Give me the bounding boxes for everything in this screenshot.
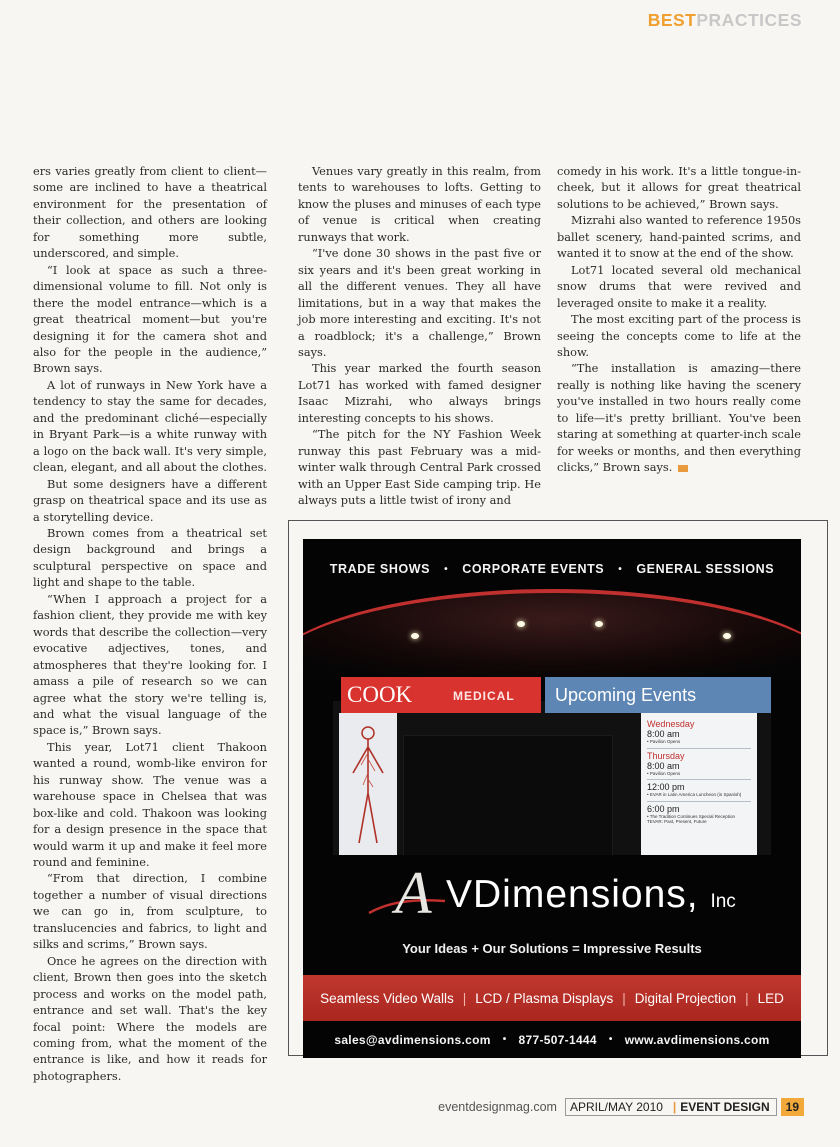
ceiling-light-icon [723,633,731,639]
paragraph: Venues vary greatly in this realm, from tents to warehouses to lofts. Getting to know the pluses and minuses of each type of venue is critical when creating runways that work. [298,164,541,244]
bullet-icon: • [618,563,623,575]
paragraph: “I look at space as such a three-dimensional volume to fill. Not only is there the model entrance—which is a great theatrical moment—but you're designing it for the camera shot and also for the people in the audience,” Brown says. [33,262,267,376]
ad-general-sessions: GENERAL SESSIONS [636,562,775,576]
paragraph: The most exciting part of the process is seeing the concepts come to life at the show. [557,312,801,359]
paragraph: “The pitch for the NY Fashion Week runway this past February was a mid-winter walk through Central Park crossed with an Upper East Side camping trip. He always puts a little twist of irony and [298,427,541,508]
ceiling-light-icon [517,621,525,627]
product-led: LED [757,990,784,1006]
article-column-3 [557,163,801,476]
ad-phone: 877-507-1444 [518,1032,597,1047]
paragraph: “From that direction, I combine together a number of visual directions we can go in, from sculpture, to translucencies and fabrics, to light and silks and scrims,” Brown says. [33,871,267,952]
paragraph: ers varies greatly from client to client—some are inclined to have a theatrical environment for the presentation of their collection, and others are looking for something more subtle, underscored, and simple. [33,164,267,261]
advertisement[interactable] [288,520,828,1056]
bullet-icon: • [502,1034,507,1045]
product-video-walls: Seamless Video Walls [320,990,454,1006]
ad-products-band: Seamless Video Walls | LCD / Plasma Displays | Digital Projection | LED [303,975,801,1021]
paragraph: Brown comes from a theatrical set design background and brings a sculptural perspective on space and light and shape to the table. [33,525,267,590]
product-lcd-plasma: LCD / Plasma Displays [475,990,614,1006]
events-schedule [641,713,757,855]
paragraph: This year, Lot71 client Thakoon wanted a round, womb-like environ for his runway show. The venue was a warehouse space in Chelsea that was box-like and cold. Thakoon was looking for a design presence in the space that would warm it up and make it feel more round and feminine. [33,739,267,870]
upcoming-events-title: Upcoming Events [545,677,771,713]
ad-photo [303,585,801,855]
footer-issue: APRIL/MAY 2010 [565,1098,667,1116]
event-item: 6:00 pm • The Tradition Continues Special Reception TEVAR: Past, Present, Future [647,803,736,824]
ad-email-link[interactable]: sales@avdimensions.com [334,1032,491,1047]
footer-magazine: | EVENT DESIGN [667,1098,777,1116]
bullet-icon: • [608,1034,613,1045]
page-number: 19 [781,1098,804,1116]
end-mark-icon [678,465,688,472]
paragraph: Once he agrees on the direction with client, Brown then goes into the sketch process and works on the model path, entrance and set wall. That's the key focal point: Where the models are coming from, what the moment of the entrance is like, and how it reads for photographers. [33,953,267,1083]
ceiling-light-icon [595,621,603,627]
section-header-best: BEST [647,10,697,30]
ad-contact-band [303,1021,801,1058]
anatomy-panel [339,713,397,855]
section-header [648,10,802,31]
ad-trade-shows: TRADE SHOWS [329,562,431,576]
footer-site: eventdesignmag.com [438,1100,557,1114]
event-item: Wednesday 8:00 am • Pavilion Opens [647,717,751,749]
ad-website-link[interactable]: www.avdimensions.com [624,1032,770,1047]
article-column-2 [298,163,541,509]
article-column-1 [33,163,267,1084]
section-header-practices: PRACTICES [696,10,802,30]
medical-label: MEDICAL [453,689,515,703]
paragraph: comedy in his work. It's a little tongue-in-cheek, but it allows for great theatrical solutions to be achieved,” Brown says. [557,164,801,211]
page-footer [438,1098,804,1116]
venue-doors [403,735,613,855]
paragraph: But some designers have a different grasp on theatrical space and its use as a storytelling device. [33,476,267,524]
ad-corporate-events: CORPORATE EVENTS [462,562,605,576]
paragraph: Mizrahi also wanted to reference 1950s ballet scenery, hand-painted scrims, and wanted it to snow at the end of the show. [557,213,801,261]
ad-panel [303,539,801,1058]
avdimensions-logo [303,855,801,947]
cook-logo: COOK [341,677,541,713]
event-item: 12:00 pm • EVAR in Latin America Luncheon (in Spanish) [647,780,751,802]
paragraph: Lot71 located several old mechanical snow drums that were revived and leveraged onsite to make it a reality. [557,262,801,310]
paragraph: A lot of runways in New York have a tendency to stay the same for decades, and the predominant cliché—especially in Bryant Park—is a white runway with a logo on the back wall. It's very simple, clean, elegant, and all about the clothes. [33,377,268,475]
paragraph: “The installation is amazing—there really is nothing like having the scenery you've installed in two hours really come to life—it's pretty brilliant. You've been staring at something at quarter-inch scale for weeks or months, and then everything clicks,” Brown says. [557,361,801,475]
logo-letter-a: A [395,860,432,926]
paragraph: “When I approach a project for a fashion client, they provide me with key words that describe the collection—very evocative adjectives, tones, and atmospheres that they're looking for. I amass a pile of research so we can agree what the story we're telling is, and what the visual language of the space is,” Brown says. [33,591,267,738]
paragraph: “I've done 30 shows in the past five or six years and it's been great working in all the different venues. They all have limitations, but in a way that makes the job more interesting and exciting. It's not a roadblock; it's a challenge,” Brown says. [298,246,541,359]
logo-wordmark: VDimensions, Inc [446,873,736,916]
bullet-icon: • [444,563,449,575]
paragraph: This year marked the fourth season Lot71 has worked with famed designer Isaac Mizrahi, who always brings interesting concepts to his shows. [298,361,541,425]
vascular-figure-icon [339,713,397,855]
event-item: Thursday 8:00 am • Pavilion Opens [647,749,751,781]
ceiling-light-icon [411,633,419,639]
product-digital-projection: Digital Projection [634,990,737,1006]
ad-tagline: Your Ideas + Our Solutions = Impressive Results [402,941,702,956]
